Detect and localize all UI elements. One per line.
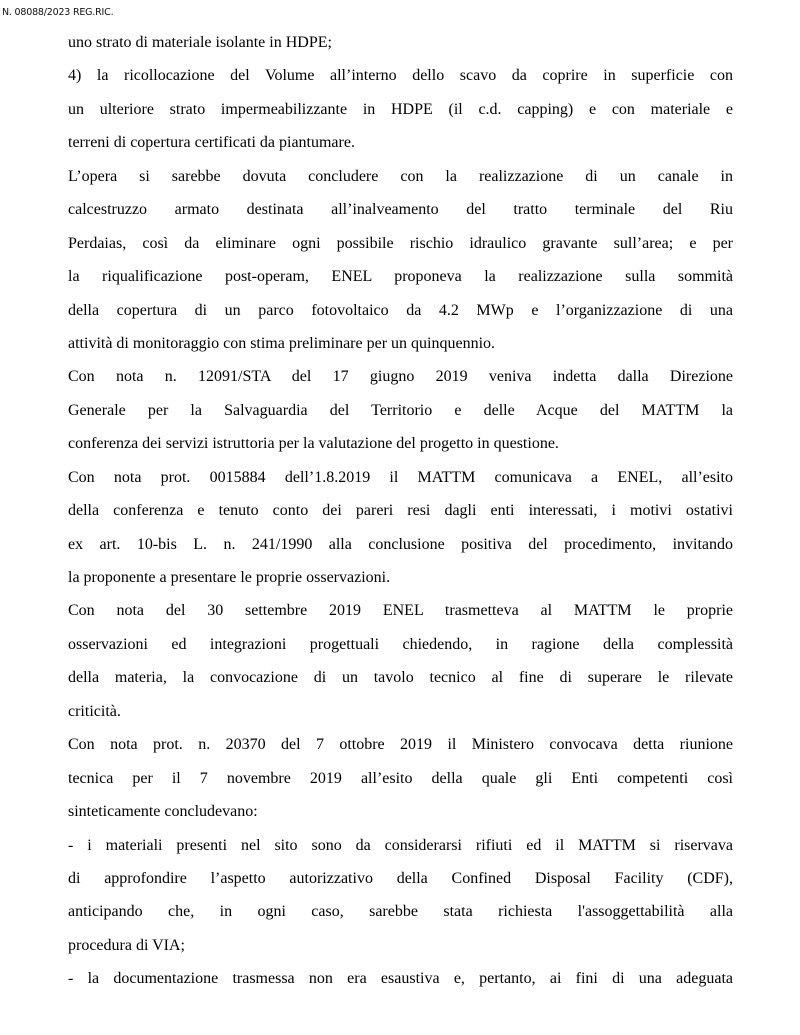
text-line: - la documentazione trasmessa non era esaustiva e, pertanto, ai fini di una adeguata bbox=[68, 970, 733, 988]
text-line: uno strato di materiale isolante in HDPE; bbox=[68, 34, 332, 51]
text-line: ex art. 10-bis L. n. 241/1990 alla conclusione positiva del procedimento, invitando bbox=[68, 535, 733, 553]
text-line: Con nota prot. n. 20370 del 7 ottobre 2019 il Ministero convocava detta riunione bbox=[68, 736, 733, 754]
text-line: attività di monitoraggio con stima preliminare per un quinquennio. bbox=[68, 334, 496, 352]
case-reference-header: N. 08088/2023 REG.RIC. bbox=[2, 7, 114, 18]
text-line: di approfondire l’aspetto autorizzativo della Confined Disposal Facility (CDF), bbox=[68, 869, 733, 887]
text-line: della copertura di un parco fotovoltaico da 4.2 MWp e l’organizzazione di una bbox=[68, 301, 733, 319]
text-line: calcestruzzo armato destinata all’inalveamento del tratto terminale del Riu bbox=[68, 201, 733, 219]
text-line: criticità. bbox=[68, 702, 121, 720]
text-line: della conferenza e tenuto conto dei pareri resi dagli enti interessati, i motivi ostativi bbox=[68, 502, 733, 520]
text-line: anticipando che, in ogni caso, sarebbe stata richiesta l'assoggettabilità alla bbox=[68, 903, 733, 921]
text-line: L’opera si sarebbe dovuta concludere con la realizzazione di un canale in bbox=[68, 167, 733, 185]
text-line: - i materiali presenti nel sito sono da considerarsi rifiuti ed il MATTM si riservava bbox=[68, 836, 733, 854]
text-line: Con nota prot. 0015884 dell’1.8.2019 il MATTM comunicava a ENEL, all’esito bbox=[68, 468, 733, 486]
text-line: della materia, la convocazione di un tavolo tecnico al fine di superare le rilevate bbox=[68, 669, 733, 687]
text-line: tecnica per il 7 novembre 2019 all’esito della quale gli Enti competenti così bbox=[68, 769, 733, 787]
text-line: procedura di VIA; bbox=[68, 936, 185, 954]
text-line: 4) la ricollocazione del Volume all’interno dello scavo da coprire in superficie con bbox=[68, 67, 733, 85]
text-line: osservazioni ed integrazioni progettuali chiedendo, in ragione della complessità bbox=[68, 635, 733, 653]
text-line: la proponente a presentare le proprie osservazioni. bbox=[68, 569, 391, 586]
text-line: Con nota del 30 settembre 2019 ENEL trasmetteva al MATTM le proprie bbox=[68, 602, 733, 620]
document-body bbox=[68, 30, 733, 1000]
text-line: un ulteriore strato impermeabilizzante in HDPE (il c.d. capping) e con materiale e bbox=[68, 100, 733, 118]
text-line: Generale per la Salvaguardia del Territorio e delle Acque del MATTM la bbox=[68, 401, 733, 419]
text-line: sinteticamente concludevano: bbox=[68, 803, 258, 821]
text-line: la riqualificazione post-operam, ENEL proponeva la realizzazione sulla sommità bbox=[68, 268, 733, 286]
text-line: conferenza dei servizi istruttoria per la valutazione del progetto in questione. bbox=[68, 435, 559, 453]
text-line: Perdaias, così da eliminare ogni possibile rischio idraulico gravante sull’area; e per bbox=[68, 234, 733, 252]
text-line: Con nota n. 12091/STA del 17 giugno 2019 veniva indetta dalla Direzione bbox=[68, 368, 733, 386]
text-line: terreni di copertura certificati da piantumare. bbox=[68, 134, 355, 152]
